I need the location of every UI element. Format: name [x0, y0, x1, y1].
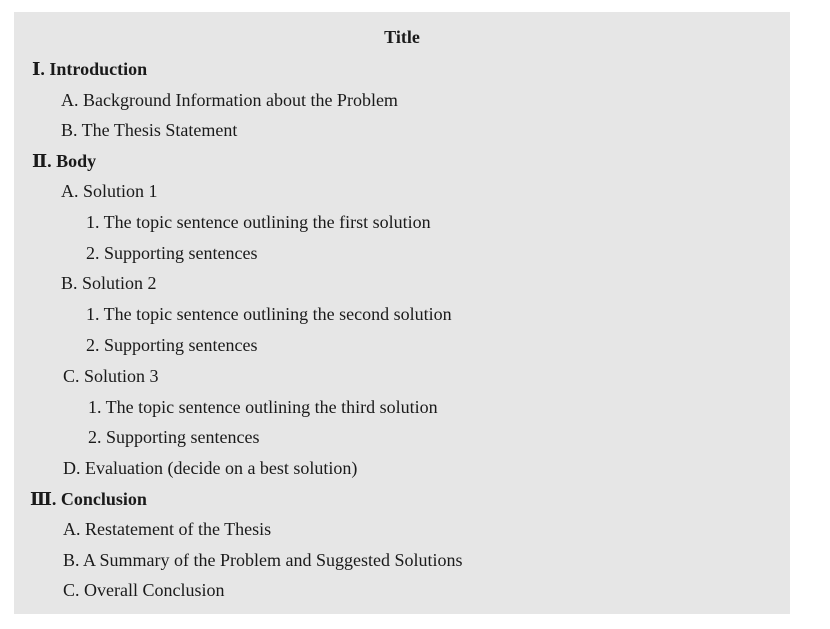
outline-item: B. Solution 2	[61, 273, 157, 293]
outline-item: B. A Summary of the Problem and Suggested Solutions	[63, 550, 463, 570]
outline-title: Title	[384, 27, 420, 47]
outline-subitem: 2. Supporting sentences	[88, 427, 260, 447]
outline-item: C. Solution 3	[63, 366, 159, 386]
outline-item: A. Restatement of the Thesis	[63, 519, 272, 539]
section-heading-introduction: Ⅰ. Introduction	[32, 59, 148, 79]
outline-item: A. Solution 1	[61, 181, 158, 201]
section-heading-conclusion: Ⅲ. Conclusion	[30, 489, 147, 509]
section-heading-body: Ⅱ. Body	[32, 151, 97, 171]
outline-subitem: 2. Supporting sentences	[86, 335, 258, 355]
outline-subitem: 1. The topic sentence outlining the third solution	[88, 397, 438, 417]
outline-item: D. Evaluation (decide on a best solution)	[63, 458, 358, 478]
outline-item: C. Overall Conclusion	[63, 580, 225, 600]
outline-item: B. The Thesis Statement	[61, 120, 238, 140]
outline-panel	[14, 12, 790, 614]
outline-item: A. Background Information about the Problem	[61, 90, 398, 110]
outline-subitem: 2. Supporting sentences	[86, 243, 258, 263]
outline-subitem: 1. The topic sentence outlining the second solution	[86, 304, 452, 324]
outline-subitem: 1. The topic sentence outlining the first solution	[86, 212, 431, 232]
